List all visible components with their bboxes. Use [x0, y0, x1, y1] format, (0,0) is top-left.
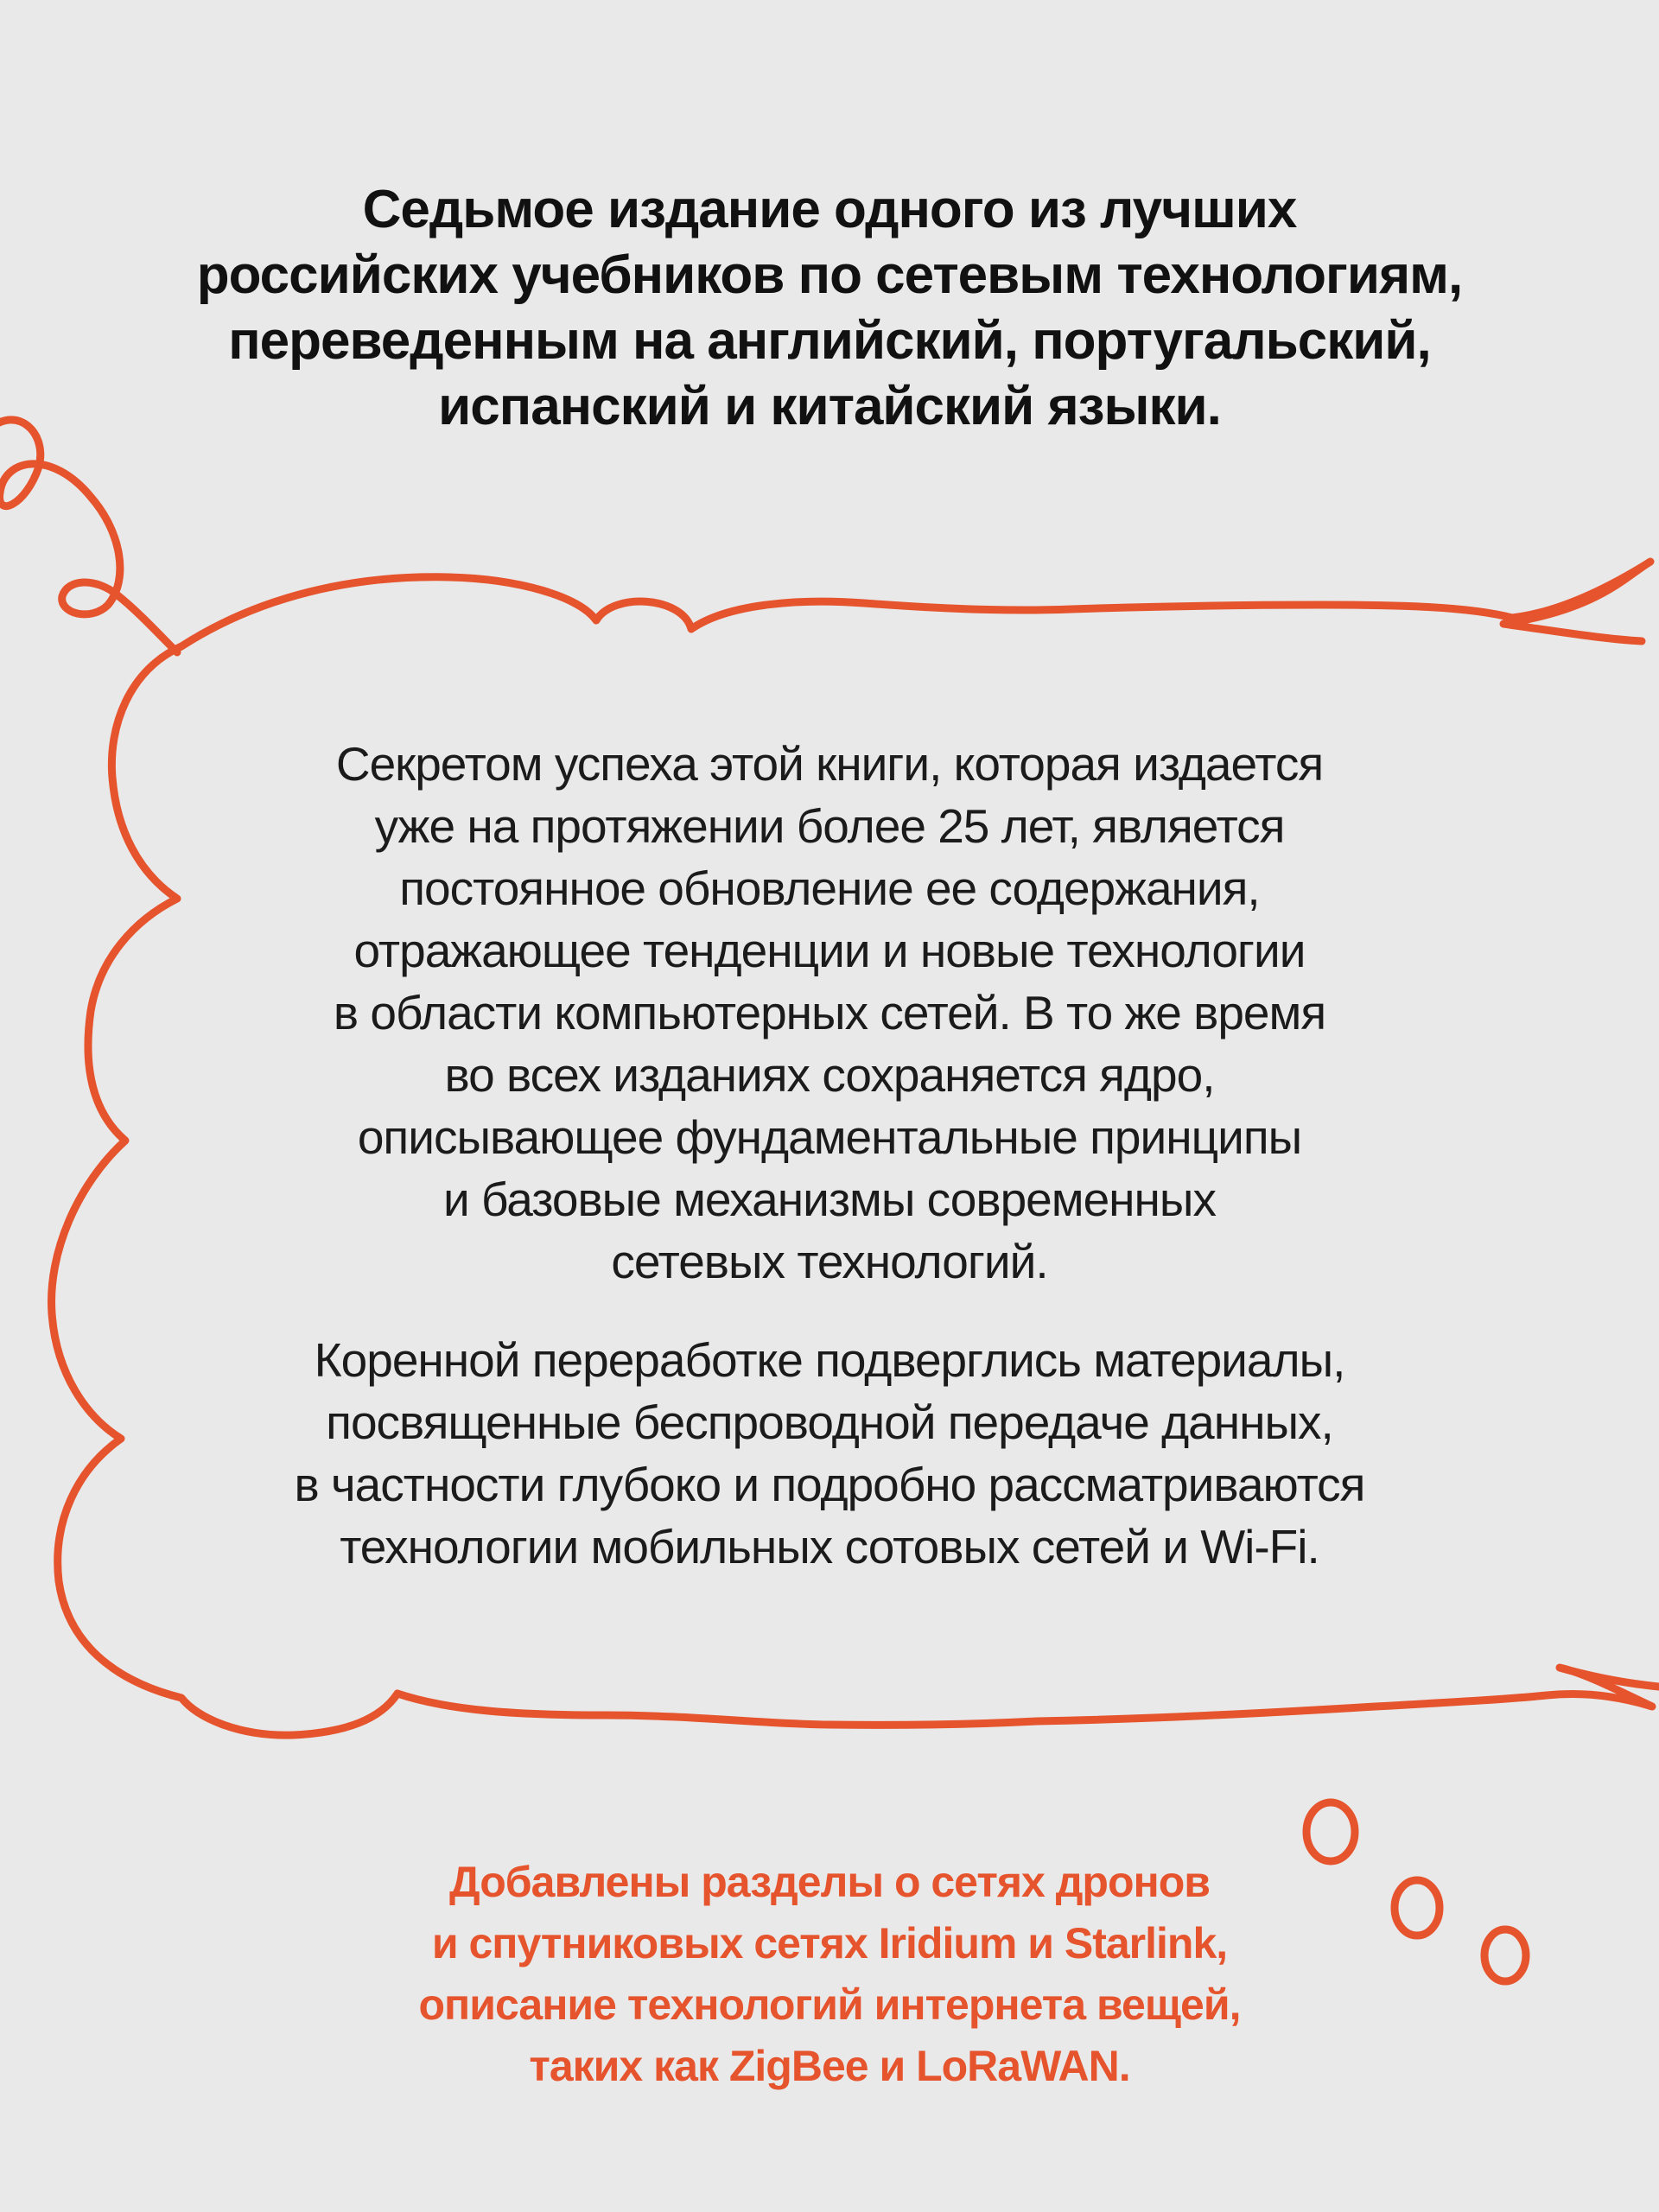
body-paragraph-1 [251, 733, 1408, 1293]
body-line: и базовые механизмы современных [443, 1173, 1216, 1226]
footer-line: Добавлены разделы о сетях дронов [448, 1858, 1210, 1906]
body-line: сетевых технологий. [611, 1235, 1048, 1288]
body-line: отражающее тенденции и новые технологии [353, 924, 1306, 977]
footer-line: таких как ZigBee и LoRaWAN. [529, 2042, 1130, 2090]
body-text [251, 733, 1408, 1578]
body-line: Секретом успеха этой книги, которая издается [335, 737, 1324, 791]
body-line: постоянное обновление ее содержания, [399, 861, 1260, 915]
body-paragraph-2 [251, 1329, 1408, 1578]
headline [138, 177, 1521, 440]
body-line: посвященные беспроводной передаче данных, [326, 1395, 1333, 1449]
thought-bubble-medium [1395, 1880, 1440, 1936]
footer-highlight [311, 1852, 1348, 2097]
footer-line: и спутниковых сетях Iridium и Starlink, [431, 1919, 1228, 1967]
footer-line: описание технологий интернета вещей, [418, 1980, 1241, 2029]
headline-line: переведенным на английский, португальский, [228, 311, 1431, 371]
headline-line: испанский и китайский языки. [438, 377, 1221, 436]
thought-bubble-small [1484, 1929, 1526, 1981]
body-line: технологии мобильных сотовых сетей и Wi-Fi. [340, 1520, 1319, 1573]
body-line: Коренной переработке подверглись материалы, [314, 1333, 1345, 1387]
body-line: уже на протяжении более 25 лет, является [374, 799, 1285, 853]
body-line: в области компьютерных сетей. В то же время [333, 986, 1326, 1039]
body-line: во всех изданиях сохраняется ядро, [444, 1048, 1215, 1102]
loop-squiggle-icon [0, 420, 177, 652]
headline-line: российских учебников по сетевым технологиям, [196, 245, 1463, 305]
body-line: в частности глубоко и подробно рассматриваются [294, 1458, 1365, 1511]
body-line: описывающее фундаментальные принципы [357, 1110, 1302, 1164]
headline-line: Седьмое издание одного из лучших [362, 180, 1297, 239]
